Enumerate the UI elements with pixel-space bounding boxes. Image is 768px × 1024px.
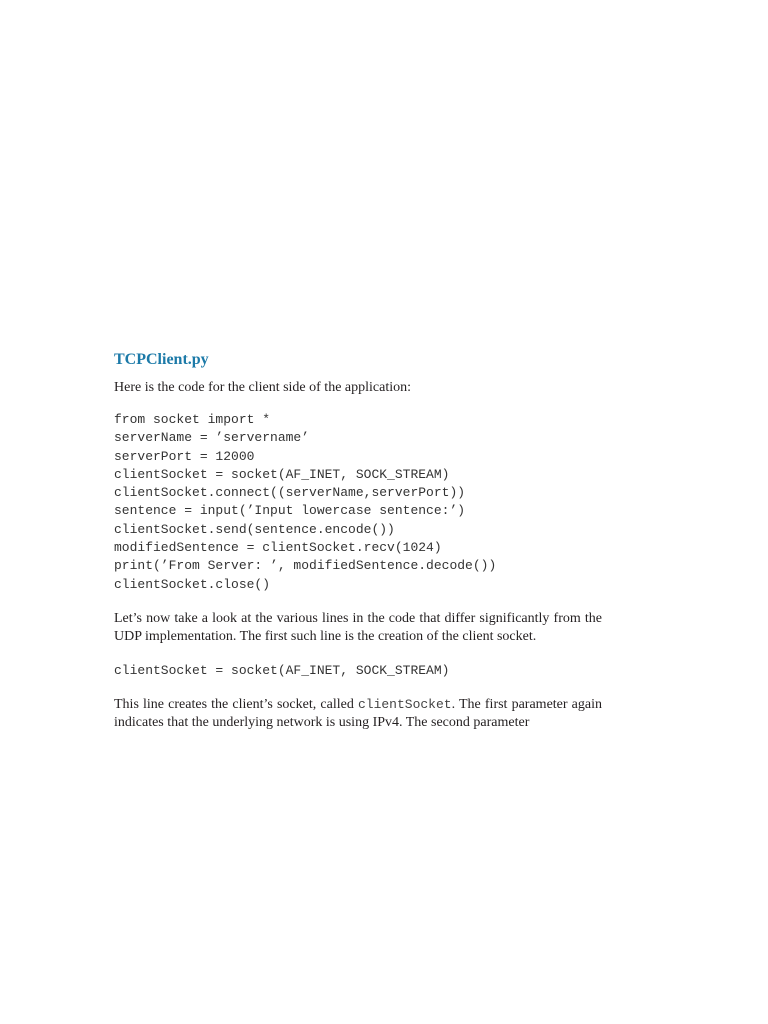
paragraph-text: This line creates the client’s socket, called [114, 697, 358, 713]
code-line: serverPort = 12000 [114, 448, 255, 464]
socket-description-paragraph [114, 696, 602, 732]
code-line: clientSocket.connect((serverName,serverPort)) [114, 485, 466, 501]
code-line: clientSocket = socket(AF_INET, SOCK_STREAM) [114, 662, 450, 678]
intro-paragraph: Here is the code for the client side of the application: [114, 380, 412, 395]
paragraph-text: . The first parameter again indicates that the underlying network is using IPv4. The second parameter [114, 697, 603, 731]
code-line: from socket import * [114, 412, 271, 427]
code-line: clientSocket.send(sentence.encode()) [114, 521, 395, 537]
explanation-paragraph: Let’s now take a look at the various lines in the code that differ significantly from the UDP implementation. The first such line is the creation of the client socket. [114, 610, 602, 644]
inline-code: clientSocket [357, 697, 452, 713]
code-line: clientSocket.close() [114, 576, 271, 592]
code-line: sentence = input(’Input lowercase sentence:’) [114, 503, 466, 519]
code-snippet [114, 662, 602, 680]
code-line: clientSocket = socket(AF_INET, SOCK_STREAM) [114, 466, 450, 482]
code-block [114, 411, 602, 594]
document-page [114, 350, 602, 732]
section-title: TCPClient.py [114, 351, 209, 368]
code-line: serverName = ’servername’ [114, 430, 310, 446]
code-line: print(’From Server: ’, modifiedSentence.decode()) [114, 558, 497, 574]
code-line: modifiedSentence = clientSocket.recv(1024) [114, 540, 442, 556]
